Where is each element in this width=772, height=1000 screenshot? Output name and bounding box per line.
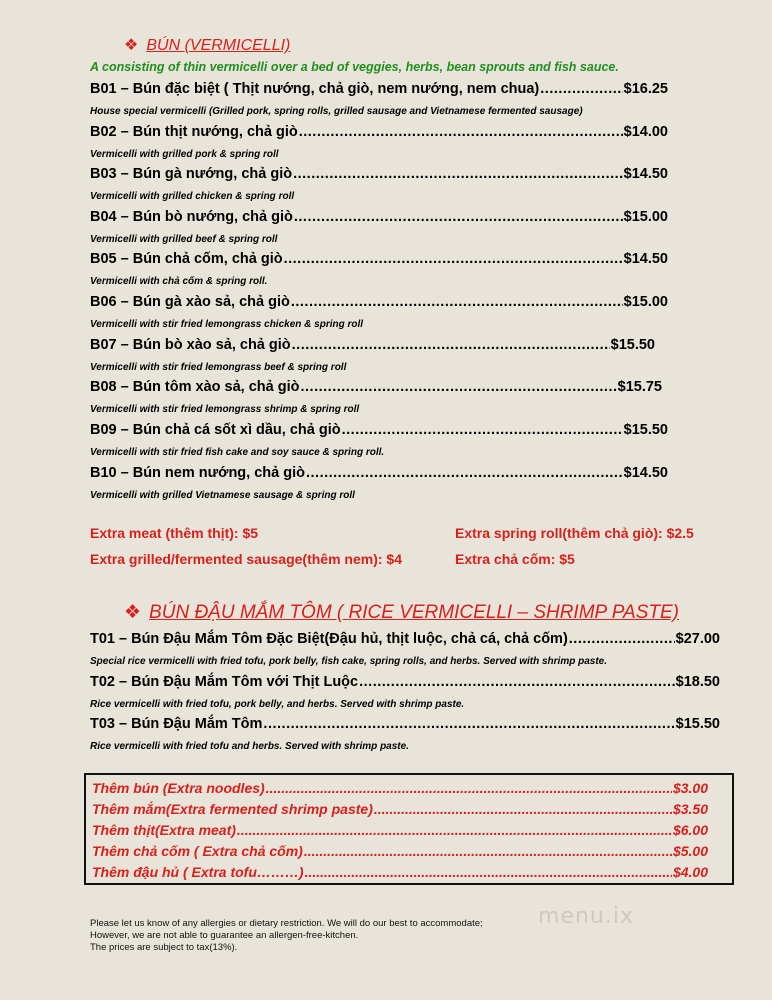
dot-leader xyxy=(540,81,622,97)
menu-item-b08 xyxy=(90,379,662,395)
extra-name: Thêm chả cốm ( Extra chả cốm) xyxy=(92,843,303,859)
menu-item-b05 xyxy=(90,251,668,267)
item-description: Vermicelli with grilled Vietnamese sausage & spring roll xyxy=(90,490,355,501)
item-name: B09 – Bún chả cá sốt xì dầu, chả giò xyxy=(90,422,341,438)
box-extra-meat xyxy=(92,822,708,838)
extra-sausage: Extra grilled/fermented sausage(thêm nem): $4 xyxy=(90,551,402,567)
item-description: Vermicelli with grilled pork & spring roll xyxy=(90,149,279,160)
item-description: Vermicelli with chả cốm & spring roll. xyxy=(90,276,268,287)
menu-item-b10 xyxy=(90,465,668,481)
box-extra-tofu xyxy=(92,864,708,880)
menu-item-b04 xyxy=(90,209,668,225)
extra-price: $3.50 xyxy=(672,801,708,817)
item-price: $15.50 xyxy=(610,337,655,353)
item-description: Vermicelli with stir fried lemongrass beef & spring roll xyxy=(90,362,347,373)
item-price: $14.50 xyxy=(623,251,668,267)
section-title-bun xyxy=(124,35,290,55)
extra-name: Thêm đậu hủ ( Extra tofu………) xyxy=(92,864,304,880)
diamond-bullet-icon: ❖ xyxy=(124,37,139,54)
allergy-notice xyxy=(90,918,483,954)
item-name: B04 – Bún bò nướng, chả giò xyxy=(90,209,293,225)
extra-price: $6.00 xyxy=(672,822,708,838)
item-price: $27.00 xyxy=(675,631,720,647)
extra-name: Thêm mắm(Extra fermented shrimp paste) xyxy=(92,801,373,817)
dot-leader xyxy=(293,166,623,182)
item-price: $16.25 xyxy=(623,81,668,97)
item-description: House special vermicelli (Grilled pork, spring rolls, grilled sausage and Vietnamese fermented sausage) xyxy=(90,106,583,117)
item-price: $15.00 xyxy=(623,209,668,225)
item-description: Special rice vermicelli with fried tofu, pork belly, fish cake, spring rolls, and herbs. Served with shrimp paste. xyxy=(90,656,608,667)
dot-leader xyxy=(299,124,623,140)
dot-leader xyxy=(294,209,623,225)
section-intro-bun: A consisting of thin vermicelli over a bed of veggies, herbs, bean sprouts and fish sauce. xyxy=(90,60,619,74)
menu-item-t01 xyxy=(90,631,720,647)
item-name: T02 – Bún Đậu Mắm Tôm với Thịt Luộc xyxy=(90,674,359,690)
dot-leader xyxy=(304,843,672,859)
dot-leader xyxy=(569,631,675,647)
dot-leader xyxy=(342,422,623,438)
item-price: $14.50 xyxy=(623,166,668,182)
item-description: Rice vermicelli with fried tofu and herbs. Served with shrimp paste. xyxy=(90,741,409,752)
diamond-bullet-icon: ❖ xyxy=(124,602,142,623)
dot-leader xyxy=(359,674,675,690)
notice-line: However, we are not able to guarantee an allergen-free-kitchen. xyxy=(90,930,359,941)
extra-price: $5.00 xyxy=(672,843,708,859)
item-name: B03 – Bún gà nướng, chả giò xyxy=(90,166,293,182)
item-name: B08 – Bún tôm xào sả, chả giò xyxy=(90,379,300,395)
extra-name: Thêm bún (Extra noodles) xyxy=(92,780,265,796)
watermark-logo: menu.ix xyxy=(538,904,634,929)
item-description: Vermicelli with stir fried fish cake and soy sauce & spring roll. xyxy=(90,447,385,458)
item-name: B06 – Bún gà xào sả, chả giò xyxy=(90,294,290,310)
dot-leader xyxy=(301,379,617,395)
menu-item-t02 xyxy=(90,674,720,690)
dot-leader xyxy=(305,864,672,880)
item-name: B01 – Bún đặc biệt ( Thịt nướng, chả giò, nem nướng, nem chua) xyxy=(90,81,540,97)
dot-leader xyxy=(292,337,610,353)
dot-leader xyxy=(284,251,623,267)
dot-leader xyxy=(266,780,672,796)
box-extra-shrimp-paste xyxy=(92,801,708,817)
menu-item-b09 xyxy=(90,422,668,438)
menu-item-b07 xyxy=(90,337,655,353)
item-name: T01 – Bún Đậu Mắm Tôm Đặc Biệt(Đậu hủ, thịt luộc, chả cá, chả cốm) xyxy=(90,631,568,647)
extra-meat: Extra meat (thêm thịt): $5 xyxy=(90,525,259,541)
item-price: $15.50 xyxy=(623,422,668,438)
extras-box xyxy=(84,773,734,885)
menu-item-t03 xyxy=(90,716,720,732)
dot-leader xyxy=(306,465,623,481)
menu-item-b02 xyxy=(90,124,668,140)
extra-spring-roll: Extra spring roll(thêm chả giò): $2.5 xyxy=(455,525,694,541)
dot-leader xyxy=(291,294,623,310)
item-name: B02 – Bún thịt nướng, chả giò xyxy=(90,124,298,140)
menu-item-b03 xyxy=(90,166,668,182)
item-name: T03 – Bún Đậu Mắm Tôm xyxy=(90,716,263,732)
menu-item-b01 xyxy=(90,81,668,97)
item-price: $15.00 xyxy=(623,294,668,310)
dot-leader xyxy=(237,822,672,838)
item-description: Vermicelli with grilled beef & spring roll xyxy=(90,234,278,245)
item-price: $14.00 xyxy=(623,124,668,140)
item-description: Vermicelli with grilled chicken & spring roll xyxy=(90,191,295,202)
notice-line: The prices are subject to tax(13%). xyxy=(90,942,238,953)
box-extra-noodles xyxy=(92,780,708,796)
item-price: $18.50 xyxy=(675,674,720,690)
menu-item-b06 xyxy=(90,294,668,310)
section-title-bun-text: BÚN (VERMICELLI) xyxy=(146,37,291,54)
item-price: $15.75 xyxy=(617,379,662,395)
extra-name: Thêm thịt(Extra meat) xyxy=(92,822,236,838)
item-description: Rice vermicelli with fried tofu, pork belly, and herbs. Served with shrimp paste. xyxy=(90,699,465,710)
section-title-bun-dau xyxy=(124,601,679,624)
item-description: Vermicelli with stir fried lemongrass shrimp & spring roll xyxy=(90,404,360,415)
extra-price: $4.00 xyxy=(672,864,708,880)
item-description: Vermicelli with stir fried lemongrass chicken & spring roll xyxy=(90,319,364,330)
dot-leader xyxy=(374,801,672,817)
box-extra-cha-com xyxy=(92,843,708,859)
dot-leader xyxy=(263,716,674,732)
item-name: B07 – Bún bò xào sả, chả giò xyxy=(90,337,291,353)
extra-price: $3.00 xyxy=(672,780,708,796)
notice-line: Please let us know of any allergies or dietary restriction. We will do our best to accommodate; xyxy=(90,918,483,929)
item-name: B10 – Bún nem nướng, chả giò xyxy=(90,465,305,481)
item-price: $14.50 xyxy=(623,465,668,481)
extra-cha-com: Extra chả cốm: $5 xyxy=(455,551,575,567)
item-name: B05 – Bún chả cốm, chả giò xyxy=(90,251,283,267)
section-title-bun-dau-text: BÚN ĐẬU MẮM TÔM ( RICE VERMICELLI – SHRIMP PASTE) xyxy=(149,602,679,623)
item-price: $15.50 xyxy=(675,716,720,732)
